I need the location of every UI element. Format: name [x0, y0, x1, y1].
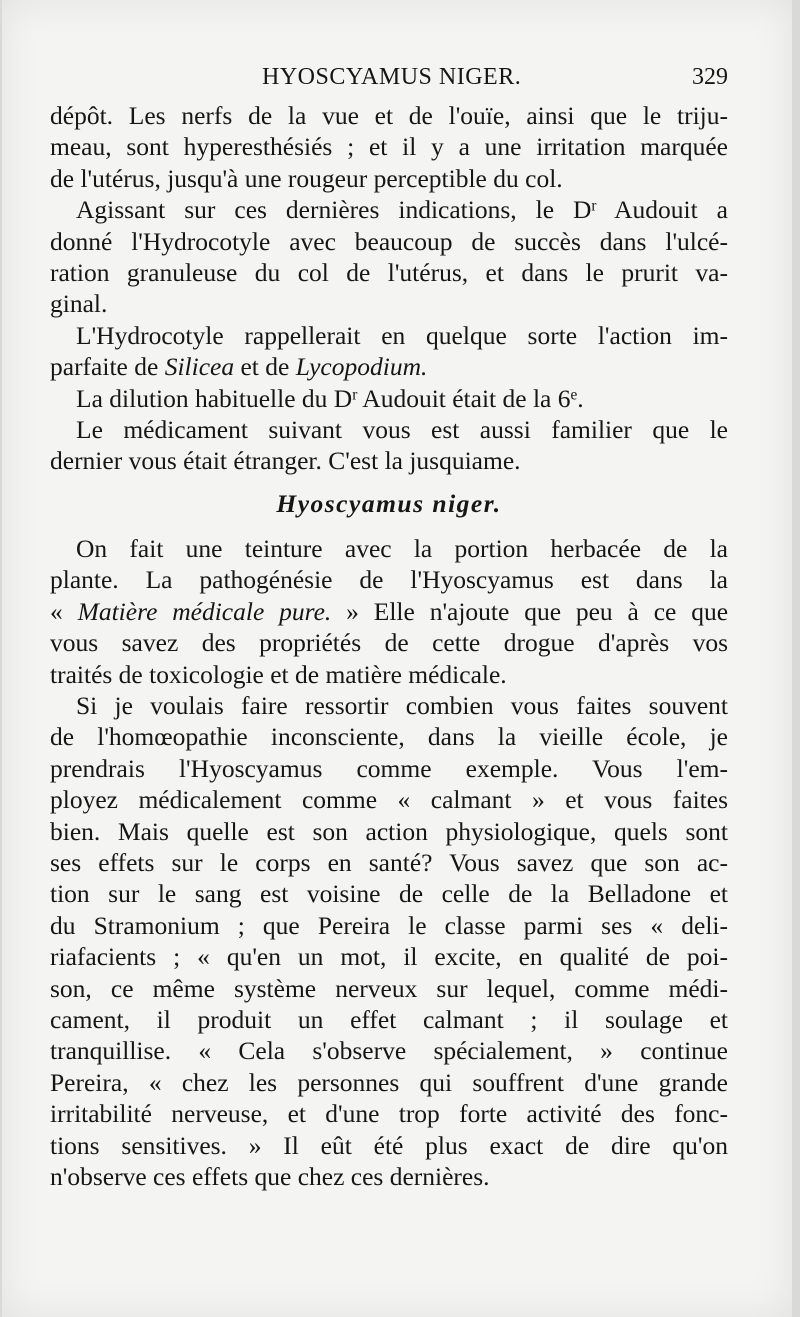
- text-line: La dilution habituelle du $D^r$ Audouit était de la 6e.: [76, 383, 584, 413]
- text-line: de l'homœopathie inconsciente, dans la vieille école, je: [50, 722, 728, 752]
- text-line: dernier vous était étranger. C'est la jusquiame.: [50, 446, 521, 476]
- text-line: irritabilité nerveuse, et d'une trop forte activité des fonc-: [50, 1099, 728, 1129]
- paragraph: [50, 690, 728, 1192]
- italic-term: Lycopodium.: [295, 352, 428, 382]
- page-header: [50, 62, 728, 98]
- text-line: du Stramonium ; que Pereira le classe parmi ses « deli-: [50, 910, 728, 940]
- page-number: 329: [692, 64, 728, 90]
- page-body: [50, 100, 728, 1192]
- text-line: tranquillise. « Cela s'observe spécialement, » continue: [50, 1036, 728, 1066]
- text-line: traités de toxicologie et de matière médicale.: [50, 659, 507, 689]
- text-line: prendrais l'Hyoscyamus comme exemple. Vous l'em-: [50, 753, 728, 783]
- text-line: vous savez des propriétés de cette drogue d'après vos: [50, 628, 728, 658]
- text-line: donné l'Hydrocotyle avec beaucoup de succès dans l'ulcé-: [50, 226, 728, 256]
- paragraph: [50, 383, 728, 414]
- running-title: HYOSCYAMUS NIGER.: [262, 64, 522, 90]
- text-line: de l'utérus, jusqu'à une rougeur perceptible du col.: [50, 163, 563, 193]
- text-line: Pereira, « chez les personnes qui souffrent d'une grande: [50, 1067, 728, 1097]
- text-line: bien. Mais quelle est son action physiologique, quels sont: [50, 816, 728, 846]
- text-line: n'observe ces effets que chez ces dernières.: [50, 1161, 490, 1191]
- text-line: meau, sont hyperesthésiés ; et il y a une irritation marquée: [50, 132, 728, 162]
- text-line: « Matière médicale pure. » Elle n'ajoute que peu à ce que: [50, 596, 729, 626]
- text-line: Si je voulais faire ressortir combien vous faites souvent: [76, 691, 728, 721]
- text-line: son, ce même système nerveux sur lequel, comme médi-: [50, 973, 728, 1003]
- paragraph: [50, 533, 728, 690]
- text-line: On fait une teinture avec la portion herbacée de la: [76, 534, 728, 564]
- text-line: Agissant sur ces dernières indications, le $D^r$ Audouit a: [76, 195, 728, 225]
- text-line: riafacients ; « qu'en un mot, il excite, en qualité de poi-: [50, 942, 728, 972]
- text-line: cament, il produit un effet calmant ; il soulage et: [50, 1004, 728, 1034]
- text-line: dépôt. Les nerfs de la vue et de l'ouïe, ainsi que le triju-: [50, 101, 728, 130]
- italic-title: Matière médicale pure.: [77, 596, 332, 626]
- italic-term: Silicea: [164, 352, 235, 382]
- paragraph: [50, 320, 728, 383]
- book-page: [2, 0, 792, 1317]
- paragraph: [50, 194, 728, 320]
- text-line: Le médicament suivant vous est aussi familier que le: [76, 414, 728, 444]
- text-line: ses effets sur le corps en santé? Vous savez que son ac-: [50, 848, 728, 877]
- section-heading: Hyoscyamus niger.: [276, 488, 502, 518]
- paragraph: [50, 100, 728, 194]
- text-line: ployez médicalement comme « calmant » et vous faites: [50, 785, 728, 815]
- text-line: tions sensitives. » Il eût été plus exact de dire qu'on: [50, 1130, 728, 1160]
- text-line: tion sur le sang est voisine de celle de la Belladone et: [50, 879, 728, 909]
- paragraph: [50, 414, 728, 477]
- text-line: parfaite de Silicea et de Lycopodium.: [50, 352, 428, 382]
- text-line: ginal.: [50, 289, 108, 319]
- text-line: L'Hydrocotyle rappellerait en quelque sorte l'action im-: [76, 320, 728, 350]
- text-line: ration granuleuse du col de l'utérus, et dans le prurit va-: [50, 257, 728, 287]
- text-line: plante. La pathogénésie de l'Hyoscyamus est dans la: [50, 565, 728, 595]
